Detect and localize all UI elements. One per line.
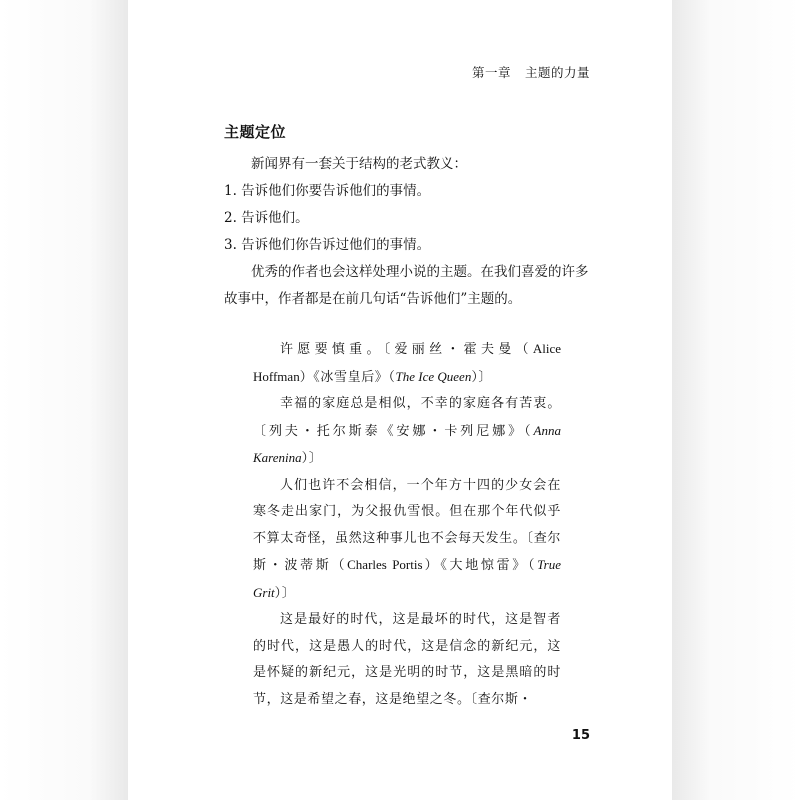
chapter-title: 主题的力量: [524, 65, 590, 80]
chapter-number: 第一章: [471, 65, 511, 80]
quote-portis: 人们也许不会相信，一个年方十四的少女会在寒冬走出家门，为父报仇雪恨。但在那个年代似乎不算太奇怪，虽然这种事儿也不会每天发生。〔查尔斯・波蒂斯（Charles Portis）《大地惊雷》（True Grit）〕: [253, 477, 561, 601]
book-page: [128, 0, 672, 800]
quote-tolstoy: 幸福的家庭总是相似，不幸的家庭各有苦衷。〔列夫・托尔斯泰《安娜・卡列尼娜》（Anna Karenina）〕: [253, 396, 561, 466]
page-number: 15: [571, 728, 590, 743]
quote-block: [253, 336, 561, 713]
list-item-3: 3. 告诉他们你告诉过他们的事情。: [224, 237, 431, 253]
page-shadow-right: [672, 0, 800, 800]
intro-text: [224, 151, 594, 313]
page-shadow-left: [0, 0, 128, 800]
intro-paragraph: 优秀的作者也会这样处理小说的主题。在我们喜爱的许多故事中，作者都是在前几句话“告诉他们”主题的。: [224, 264, 589, 307]
section-title: 主题定位: [224, 123, 287, 141]
intro-line: 新闻界有一套关于结构的老式教义：: [251, 156, 467, 172]
quote-dickens: 这是最好的时代，这是最坏的时代，这是智者的时代，这是愚人的时代，这是信念的新纪元，这是怀疑的新纪元，这是光明的时节，这是黑暗的时节，这是希望之春，这是绝望之冬。〔查尔斯・: [253, 612, 561, 707]
list-item-1: 1. 告诉他们你要告诉他们的事情。: [224, 183, 431, 199]
quote-hoffman: 许愿要慎重。〔爱丽丝・霍夫曼（Alice Hoffman）《冰雪皇后》（The Ice Queen）〕: [253, 341, 561, 385]
running-header: [472, 63, 590, 81]
list-item-2: 2. 告诉他们。: [224, 210, 309, 226]
